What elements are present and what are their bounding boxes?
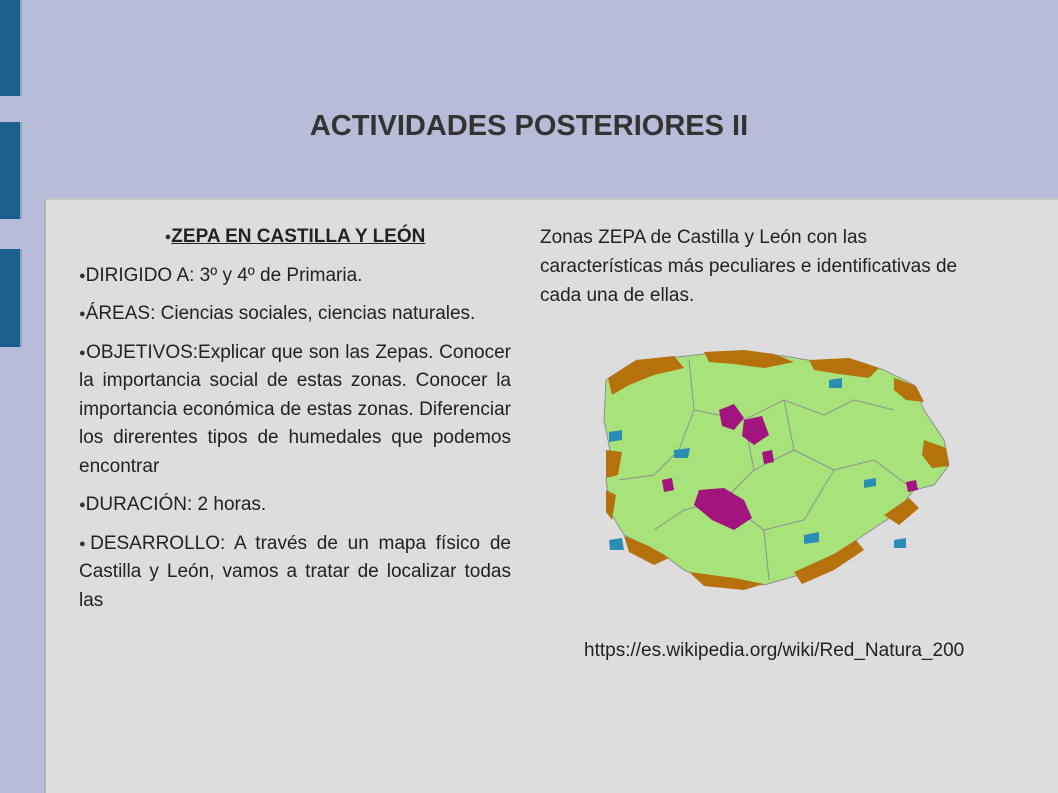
list-item	[79, 300, 511, 329]
list-item-text: DESARROLLO: A través de un mapa físico de Castilla y León, vamos a tratar de localizar todas las	[79, 532, 511, 611]
bullet-icon: ●	[79, 499, 86, 511]
content-panel	[44, 198, 1058, 793]
bullet-icon: ●	[79, 269, 86, 282]
bullet-icon: ●	[79, 537, 91, 550]
list-item-text: DIRIGIDO A: 3º y 4º de Primaria.	[85, 264, 363, 286]
list-item	[79, 491, 511, 520]
side-decoration-bar	[0, 0, 22, 96]
bullet-icon: ●	[79, 346, 87, 359]
source-link[interactable]: https://es.wikipedia.org/wiki/Red_Natura_200	[584, 640, 965, 661]
list-item	[79, 339, 511, 482]
list-item-text: OBJETIVOS:Explicar que son las Zepas. Conocer la importancia social de estas zonas. Conocer la importancia económica de estas zonas. Diferenciar los direrentes tipos de humedales que podemos encontrar	[79, 341, 511, 477]
castilla-y-leon-zepa-map-icon	[594, 340, 954, 595]
bullet-list	[79, 223, 511, 625]
map-description: Zonas ZEPA de Castilla y León con las características más peculiares e identificativas de cada una de ellas.	[540, 227, 958, 306]
list-item	[79, 223, 511, 252]
list-item-text: ÁREAS: Ciencias sociales, ciencias naturales.	[85, 303, 476, 324]
list-item	[79, 530, 511, 616]
list-item	[79, 262, 511, 291]
list-item-text: DURACIÓN: 2 horas.	[85, 494, 267, 515]
list-item-text: ZEPA EN CASTILLA Y LEÓN	[171, 226, 426, 247]
bullet-icon: ●	[79, 308, 86, 320]
side-decoration-bar	[0, 249, 22, 347]
slide-title: ACTIVIDADES POSTERIORES II	[309, 110, 749, 142]
bullet-icon: ●	[164, 231, 172, 243]
